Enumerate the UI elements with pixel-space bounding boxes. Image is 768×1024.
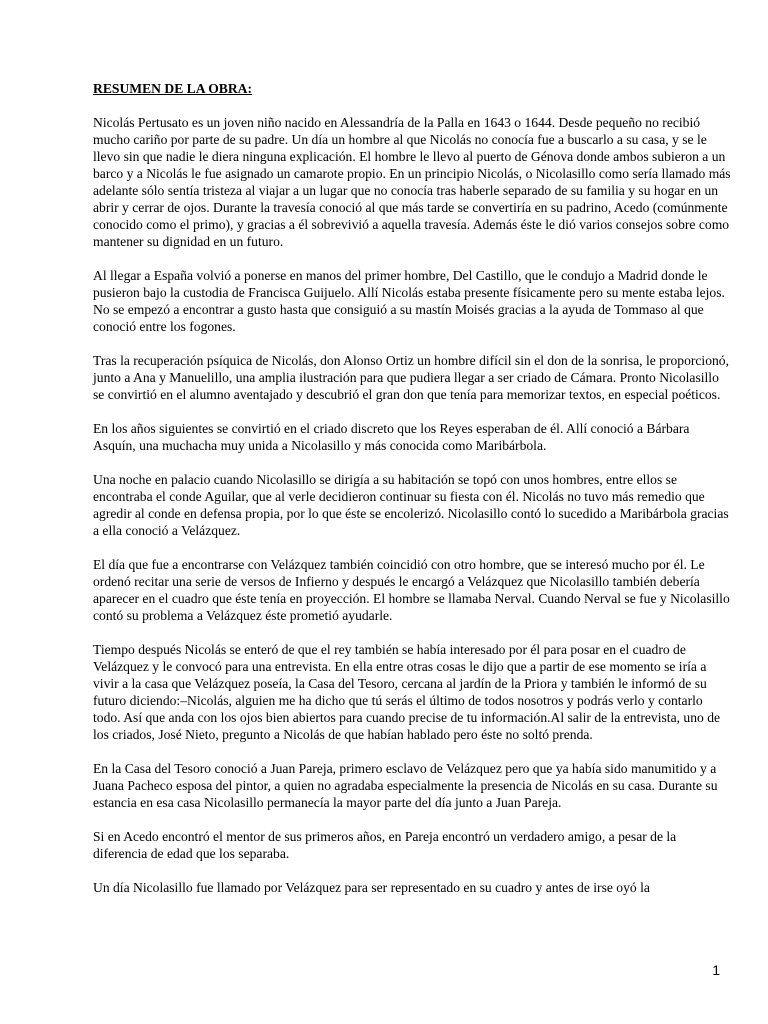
paragraph-4: En los años siguientes se convirtió en el criado discreto que los Reyes esperaban de él. Allí conoció a Bárbara Asquín, una muchacha muy unida a Nicolasillo y más conocida como Maribárbola. [93, 421, 690, 453]
paragraph-6: El día que fue a encontrarse con Velázquez también coincidió con otro hombre, que se interesó mucho por él. Le ordenó recitar una serie de versos de Infierno y después le encargó a Velázquez que Nicolasillo también debería aparecer en el cuadro que éste tenía en proyección. El hombre se llamaba Nerval. Cuando Nerval se fue y Nicolasillo contó su problema a Velázquez éste prometió ayudarle. [93, 557, 730, 623]
document-body [93, 80, 733, 913]
paragraph-3: Tras la recuperación psíquica de Nicolás, don Alonso Ortiz un hombre difícil sin el don de la sonrisa, le proporcionó, junto a Ana y Manuelillo, una amplia ilustración para que pudiera llegar a ser criado de Cámara. Pronto Nicolasillo se convirtió en el alumno aventajado y descubrió el gran don que tenía para memorizar textos, en especial poéticos. [93, 353, 729, 402]
page-number: 1 [712, 962, 720, 978]
paragraph-7: Tiempo después Nicolás se enteró de que el rey también se había interesado por él para posar en el cuadro de Velázquez y le convocó para una entrevista. En ella entre otras cosas le dijo que a partir de ese momento se iría a vivir a la casa que Velázquez poseía, la Casa del Tesoro, cercana al jardín de la Priora y también le informó de su futuro diciendo:–Nicolás, alguien me ha dicho que tú serás el último de todos nosotros y podrás verlo y contarlo todo. Así que anda con los ojos bien abiertos para cuando precise de tu información.Al salir de la entrevista, uno de los criados, José Nieto, pregunto a Nicolás de que habían hablado pero éste no soltó prenda. [93, 642, 721, 742]
paragraph-2: Al llegar a España volvió a ponerse en manos del primer hombre, Del Castillo, que le condujo a Madrid donde le pusieron bajo la custodia de Francisca Guijuelo. Allí Nicolás estaba presente físicamente pero su mente estaba lejos. No se empezó a encontrar a gusto hasta que consiguió a su mastín Moisés gracias a la ayuda de Tommaso al que conoció entre los fogones. [93, 268, 725, 334]
paragraph-9: Si en Acedo encontró el mentor de sus primeros años, en Pareja encontró un verdadero amigo, a pesar de la diferencia de edad que los separaba. [93, 829, 677, 861]
paragraph-8: En la Casa del Tesoro conoció a Juan Pareja, primero esclavo de Velázquez pero que ya había sido manumitido y a Juana Pacheco esposa del pintor, a quien no agradaba especialmente la presencia de Nicolás en su casa. Durante su estancia en esa casa Nicolasillo permanecía la mayor parte del día junto a Juan Pareja. [93, 761, 718, 810]
paragraph-10: Un día Nicolasillo fue llamado por Velázquez para ser representado en su cuadro y antes de irse oyó la [93, 880, 650, 895]
document-heading: RESUMEN DE LA OBRA: [93, 81, 252, 96]
paragraph-5: Una noche en palacio cuando Nicolasillo se dirigía a su habitación se topó con unos hombres, entre ellos se encontraba el conde Aguilar, que al verle decidieron continuar su fiesta con él. Nicolás no tuvo más remedio que agredir al conde en defensa propia, por lo que éste se encolerizó. Nicolasillo contó lo sucedido a Maribárbola gracias a ella conoció a Velázquez. [93, 472, 729, 538]
paragraph-1: Nicolás Pertusato es un joven niño nacido en Alessandría de la Palla en 1643 o 1644. Desde pequeño no recibió mucho cariño por parte de su padre. Un día un hombre al que Nicolás no conocía fue a buscarlo a su casa, y se le llevo sin que nadie le diera ninguna explicación. El hombre le llevo al puerto de Génova donde ambos subieron a un barco y a Nicolás le fue asignado un camarote propio. En un principio Nicolás, o Nicolasillo como sería llamado más adelante sólo sentía tristeza al viajar a un lugar que no conocía tras haberle separado de su familia y su hogar en un abrir y cerrar de ojos. Durante la travesía conoció al que más tarde se convertiría en su padrino, Acedo (comúnmente conocido como el primo), y gracias a él sobrevivió a aquella travesía. Además éste le dió varios consejos sobre como mantener su dignidad en un futuro. [93, 115, 731, 249]
